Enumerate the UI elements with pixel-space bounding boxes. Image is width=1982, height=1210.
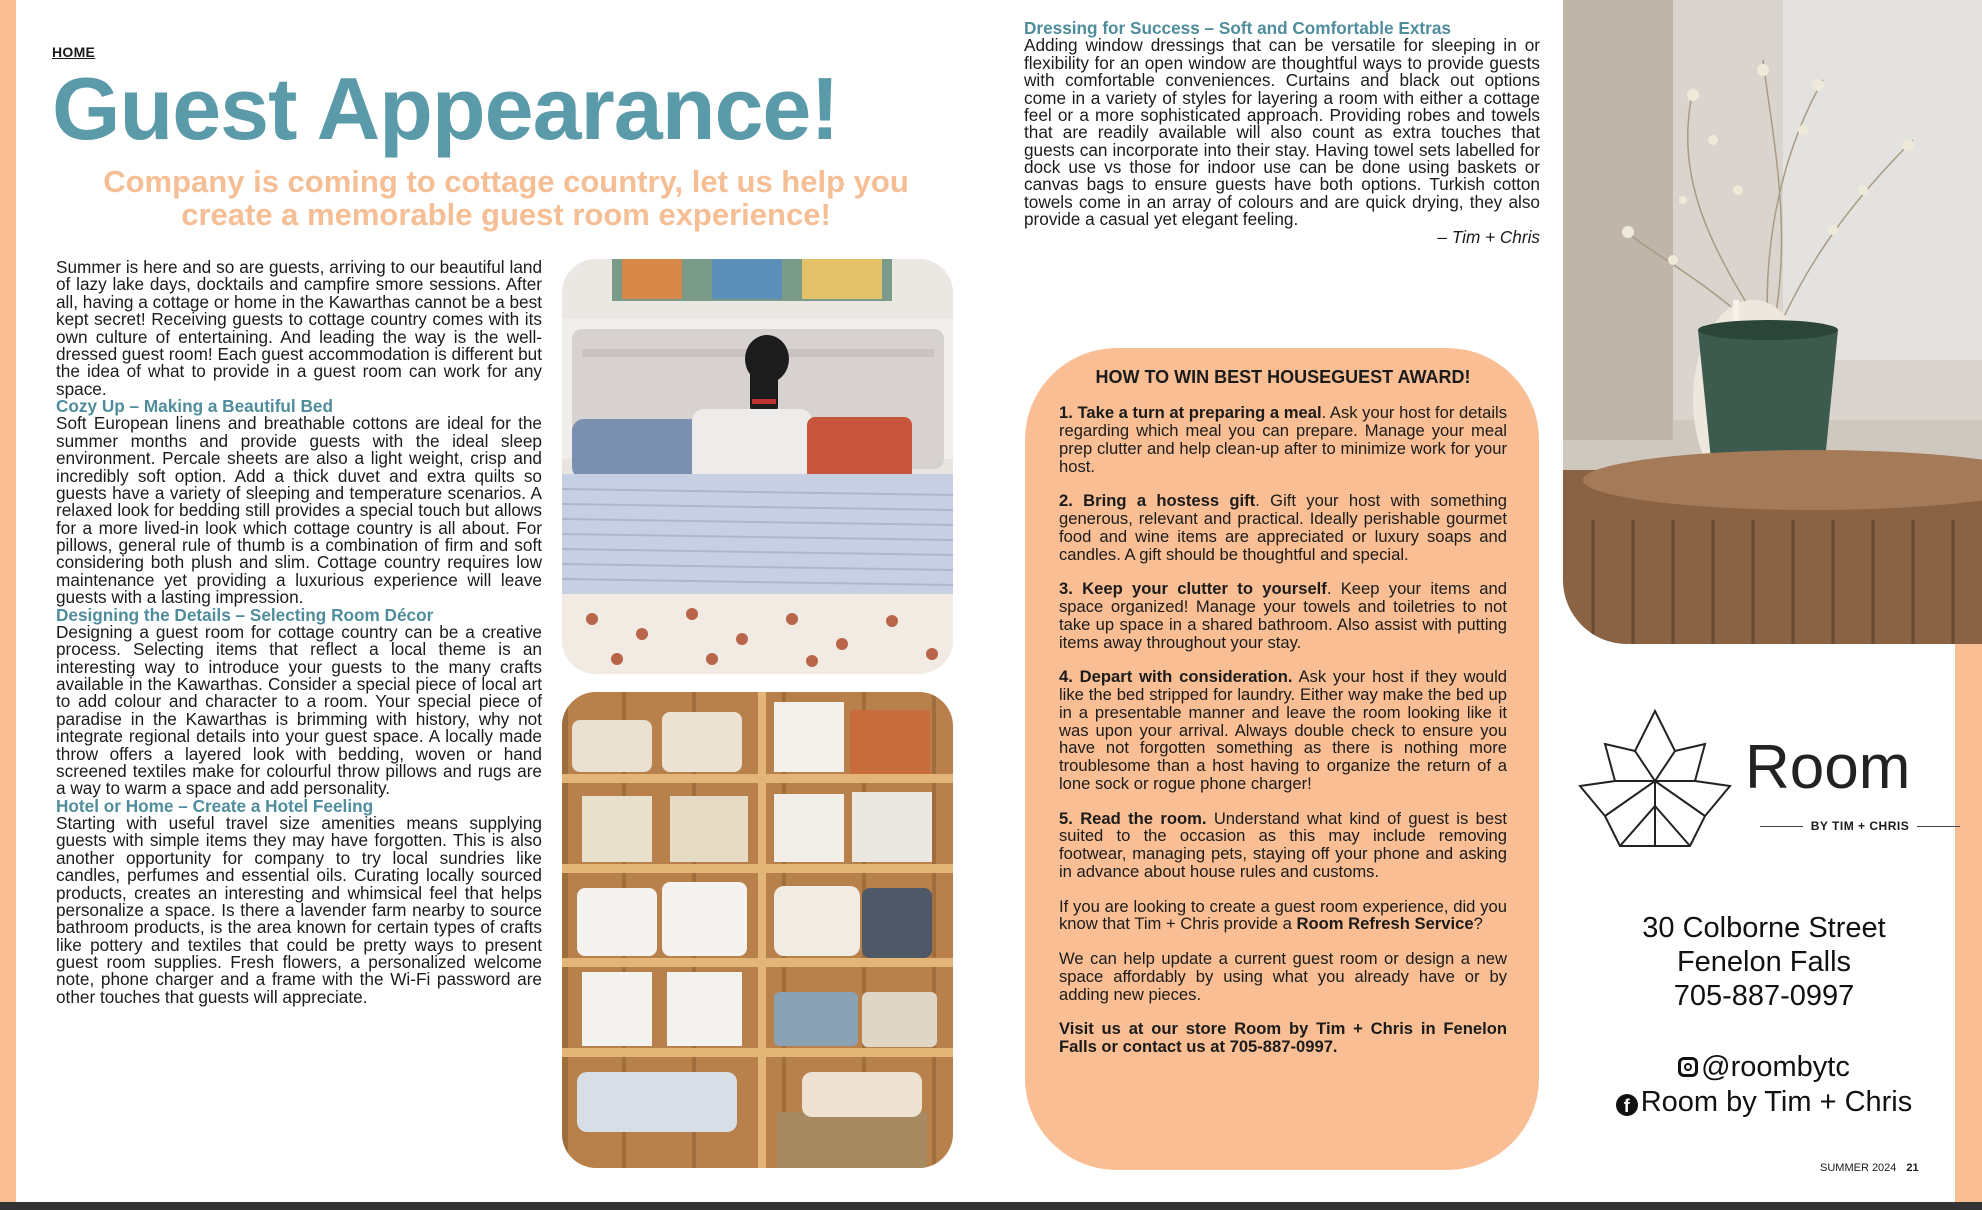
tip-lead: 1. Take a turn at preparing a meal <box>1059 403 1322 423</box>
section-heading-hotel: Hotel or Home – Create a Hotel Feeling <box>56 795 374 816</box>
bed-photo <box>562 259 953 674</box>
tip-text: . Ask your host for details regarding which meal you can prepare. Manage your meal prep clutter and help clean-up after to minimize work for your host. <box>1059 403 1507 476</box>
tip-item <box>1059 810 1507 881</box>
section-body-dressing: Adding window dressings that can be versatile for sleeping in or flexibility for an open window are thoughtful ways to provide guests with comfortable conveniences. Curtains and black out options come in a variety of styles for layering a room with either a cottage feel or a more sophisticated approach. Providing robes and towels that are readily available will also count as extra touches that guests can incorporate into their stay. Having towel sets labelled for dock use vs those for indoor use can be done using baskets or canvas bags to ensure guests have both options. Turkish cotton towels come in an array of colours and are quick drying, they also provide a casual yet elegant feeling. <box>1024 35 1540 230</box>
tip-text: Understand what kind of guest is best suited to the occasion as this may include removing footwear, managing pets, staying off your phone and asking in advance about house rules and customs. <box>1059 808 1507 881</box>
left-text-column <box>56 259 542 1006</box>
intro-paragraph: Summer is here and so are guests, arriving to our beautiful land of lazy lake days, docktails and campfire smore sessions. After all, having a cottage or home in the Kawarthas cannot be a best kept secret! Receiving guests to cottage country comes with its own culture of entertaining. And leading the way is the well-dressed guest room! Each guest accommodation is different but the idea of what to provide in a guest room can work for any space. <box>56 257 542 399</box>
logo-subline-text: BY TIM + CHRIS <box>1810 819 1910 833</box>
visit-bold: Visit us at our store Room by Tim + Chris in Fenelon Falls or contact us at 705-887-0997. <box>1059 1019 1507 1056</box>
tip-item <box>1059 668 1507 792</box>
visit-text <box>1059 1020 1507 1056</box>
address-line-2: Fenelon Falls <box>1676 946 1852 979</box>
logo-subline <box>1760 819 1960 833</box>
store-contact <box>1566 911 1962 1014</box>
right-text-column <box>1024 20 1540 246</box>
houseguest-tips-box <box>1025 348 1539 1170</box>
refresh-post: ? <box>1473 914 1483 934</box>
tip-text: . Keep your items and space organized! Manage your towels and toiletries to not take up space in a shared bathroom. Also assist with putting items away throughout your stay. <box>1059 579 1507 652</box>
instagram-icon <box>1678 1057 1698 1077</box>
facebook-icon: f <box>1616 1094 1638 1116</box>
logo-wordmark: Room <box>1745 733 1911 802</box>
instagram-link[interactable] <box>1566 1050 1962 1085</box>
article-subtitle: Company is coming to cottage country, let us help you create a memorable guest room experience! <box>103 164 909 232</box>
issue-label: SUMMER 2024 <box>1820 1162 1897 1174</box>
tip-lead: 3. Keep your clutter to yourself <box>1059 579 1327 599</box>
left-page-edge <box>0 0 16 1210</box>
divider <box>1760 826 1803 827</box>
article-title: Guest Appearance! <box>52 59 839 158</box>
divider <box>1917 826 1960 827</box>
section-body-hotel: Starting with useful travel size amenities means supplying guests with simple items they may have forgotten. This is also another opportunity for company to try local sundries like candles, perfumes and essential oils. Curating locally sourced products, creates an interesting and whimsical feel that helps personalize a space. Is there a lavender farm nearby to source bathroom products, is the area known for certain types of crafts like pottery and textiles that could be pretty ways to present guest room supplies. Fresh flowers, a personalized welcome note, phone charger and a frame with the Wi-Fi password are other touches that guests will appreciate. <box>56 813 542 1007</box>
address-line-1: 30 Colborne Street <box>1642 912 1886 944</box>
signature: – Tim + Chris <box>1437 226 1540 247</box>
page-footer <box>1820 1162 1919 1174</box>
page-number: 21 <box>1906 1162 1919 1174</box>
tip-item <box>1059 404 1507 475</box>
section-heading-dressing: Dressing for Success – Soft and Comfortable Extras <box>1024 18 1451 38</box>
tip-lead: 2. Bring a hostess gift <box>1059 491 1256 511</box>
help-text: We can help update a current guest room or design a new space affordably by using what you already have or by adding new pieces. <box>1059 949 1507 1004</box>
instagram-handle: @roombytc <box>1701 1051 1850 1083</box>
phone-number: 705-887-0997 <box>1673 980 1855 1013</box>
refresh-bold: Room Refresh Service <box>1296 914 1474 934</box>
social-links <box>1566 1050 1962 1120</box>
tips-title: HOW TO WIN BEST HOUSEGUEST AWARD! <box>1095 367 1471 387</box>
section-body-cozy: Soft European linens and breathable cottons are ideal for the summer months and provide guests with the ideal sleep environment. Percale sheets are also a light weight, crisp and incredibly soft option. Add a thick duvet and extra quilts so guests have a variety of sleeping and temperature scenarios. A relaxed look for bedding still provides a special touch but allows for a more lived-in look which cottage country is all about. For pillows, general rule of thumb is a combination of firm and soft considering both plush and slim. Cottage country requires low maintenance yet providing a luxurious experience will leave guests with a lasting impression. <box>56 413 542 608</box>
tip-item <box>1059 492 1507 563</box>
tip-lead: 5. Read the room. <box>1059 808 1207 828</box>
section-body-decor: Designing a guest room for cottage country can be a creative process. Selecting items that reflect a local theme is an interesting way to introduce your guests to the many crafts available in the Kawarthas. Consider a special piece of local art to add colour and character to a room. Your special piece of paradise in the Kawarthas is brimming with history, why not integrate regional details into your guest space. A locally made throw offers a layered look with bedding, woven or hand screened textiles make for colourful throw pillows and rugs are a way to warm a space and add personality. <box>56 621 542 799</box>
tip-lead: 4. Depart with consideration. <box>1059 667 1293 687</box>
facebook-name: Room by Tim + Chris <box>1640 1085 1913 1118</box>
tip-item <box>1059 580 1507 651</box>
bottom-edge-bar <box>0 1202 1982 1210</box>
refresh-pre: If you are looking to create a guest room experience, did you know that Tim + Chris provide a <box>1059 896 1507 934</box>
section-tag: HOME <box>52 44 96 60</box>
shelf-photo <box>562 692 953 1168</box>
vase-photo <box>1563 0 1982 644</box>
section-heading-decor: Designing the Details – Selecting Room Décor <box>56 604 434 625</box>
tip-text: Ask your host if they would like the bed stripped for laundry. Either way make the bed up in a presentable manner and leave the room looking like it was upon your arrival. Always double check to ensure you have not forgotten something as there is nothing more troublesome than a host having to organize the return of a lone sock or rogue phone charger! <box>1059 667 1507 793</box>
section-heading-cozy: Cozy Up – Making a Beautiful Bed <box>56 396 333 416</box>
facebook-link[interactable] <box>1566 1085 1962 1120</box>
tip-text: . Gift your host with something generous, relevant and practical. Ideally perishable gourmet food and wine items are appreciated or luxury soaps and candles. A gift should be thoughtful and special. <box>1059 491 1507 564</box>
refresh-service-text <box>1059 898 1507 934</box>
